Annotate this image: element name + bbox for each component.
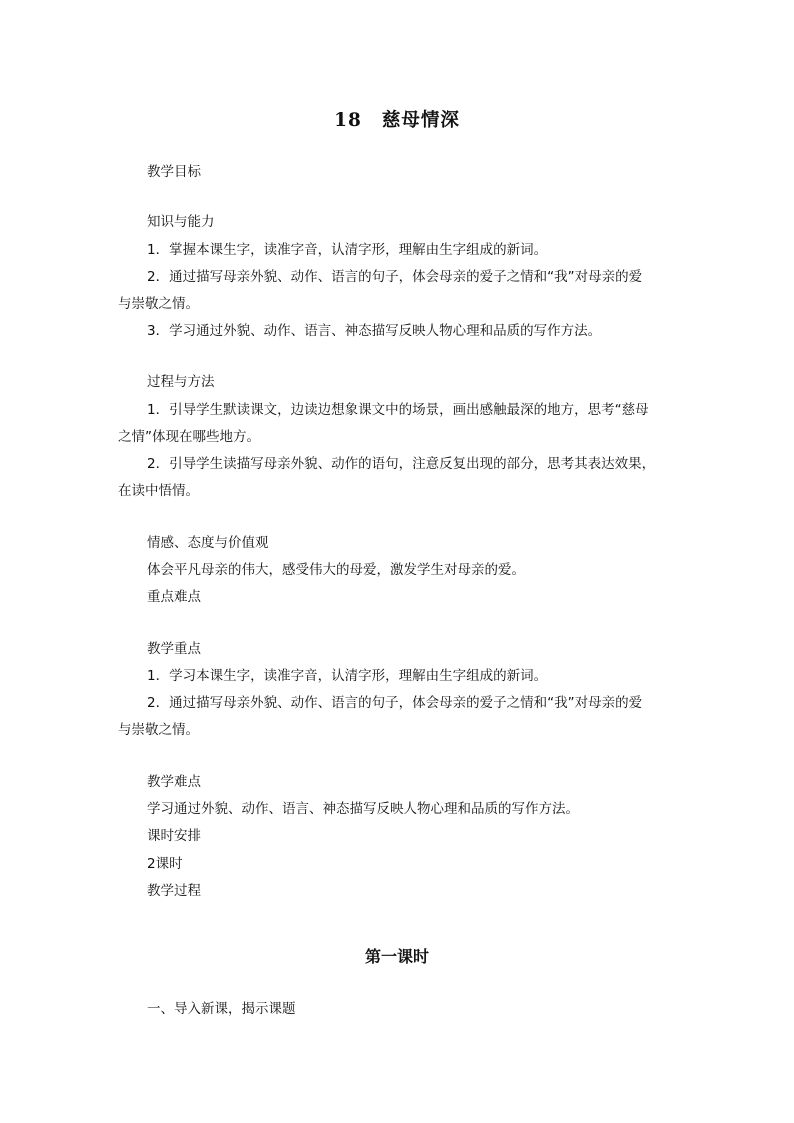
- lesson-1-heading: 第一课时: [364, 947, 429, 966]
- focus-heading: 教学重点: [147, 641, 201, 657]
- knowledge-item-1: 1．掌握本课生字，读准字音，认清字形，理解由生字组成的新词。: [147, 242, 548, 258]
- knowledge-item-2: 2．通过描写母亲外貌、动作、语言的句子，体会母亲的爱子之情和“我”对母亲的爱: [147, 269, 643, 285]
- difficulty-text: 学习通过外貌、动作、语言、神态描写反映人物心理和品质的写作方法。: [147, 801, 579, 817]
- schedule-value: 2课时: [147, 856, 183, 872]
- emotion-heading: 情感、态度与价值观: [147, 535, 269, 551]
- emotion-text: 体会平凡母亲的伟大，感受伟大的母爱，激发学生对母亲的爱。: [147, 562, 525, 578]
- knowledge-item-2-cont: 与崇敬之情。: [118, 296, 199, 312]
- focus-item-2: 2．通过描写母亲外貌、动作、语言的句子，体会母亲的爱子之情和“我”对母亲的爱: [147, 695, 643, 711]
- focus-item-1: 1．学习本课生字，读准字音，认清字形，理解由生字组成的新词。: [147, 668, 548, 684]
- focus-item-2-cont: 与崇敬之情。: [118, 722, 199, 738]
- schedule-heading: 课时安排: [147, 828, 201, 844]
- teaching-process-heading: 教学过程: [147, 883, 201, 899]
- lesson-1-step-1: 一、导入新课，揭示课题: [147, 1001, 296, 1017]
- lesson-title: 慈母情深: [381, 110, 460, 131]
- difficulty-heading: 教学难点: [147, 774, 201, 790]
- key-points-heading: 重点难点: [147, 589, 201, 605]
- process-item-1: 1．引导学生默读课文，边读边想象课文中的场景，画出感触最深的地方，思考“慈母: [147, 402, 649, 418]
- process-item-1-cont: 之情”体现在哪些地方。: [118, 429, 260, 445]
- process-item-2-cont: 在读中悟情。: [118, 483, 199, 499]
- page-title: [0, 106, 794, 132]
- objectives-heading: 教学目标: [147, 164, 201, 180]
- lesson-number: 18: [334, 110, 362, 131]
- knowledge-heading: 知识与能力: [147, 214, 215, 230]
- knowledge-item-3: 3．学习通过外貌、动作、语言、神态描写反映人物心理和品质的写作方法。: [147, 323, 602, 339]
- process-heading: 过程与方法: [147, 374, 215, 390]
- process-item-2: 2．引导学生读描写母亲外貌、动作的语句，注意反复出现的部分，思考其表达效果，: [147, 456, 656, 472]
